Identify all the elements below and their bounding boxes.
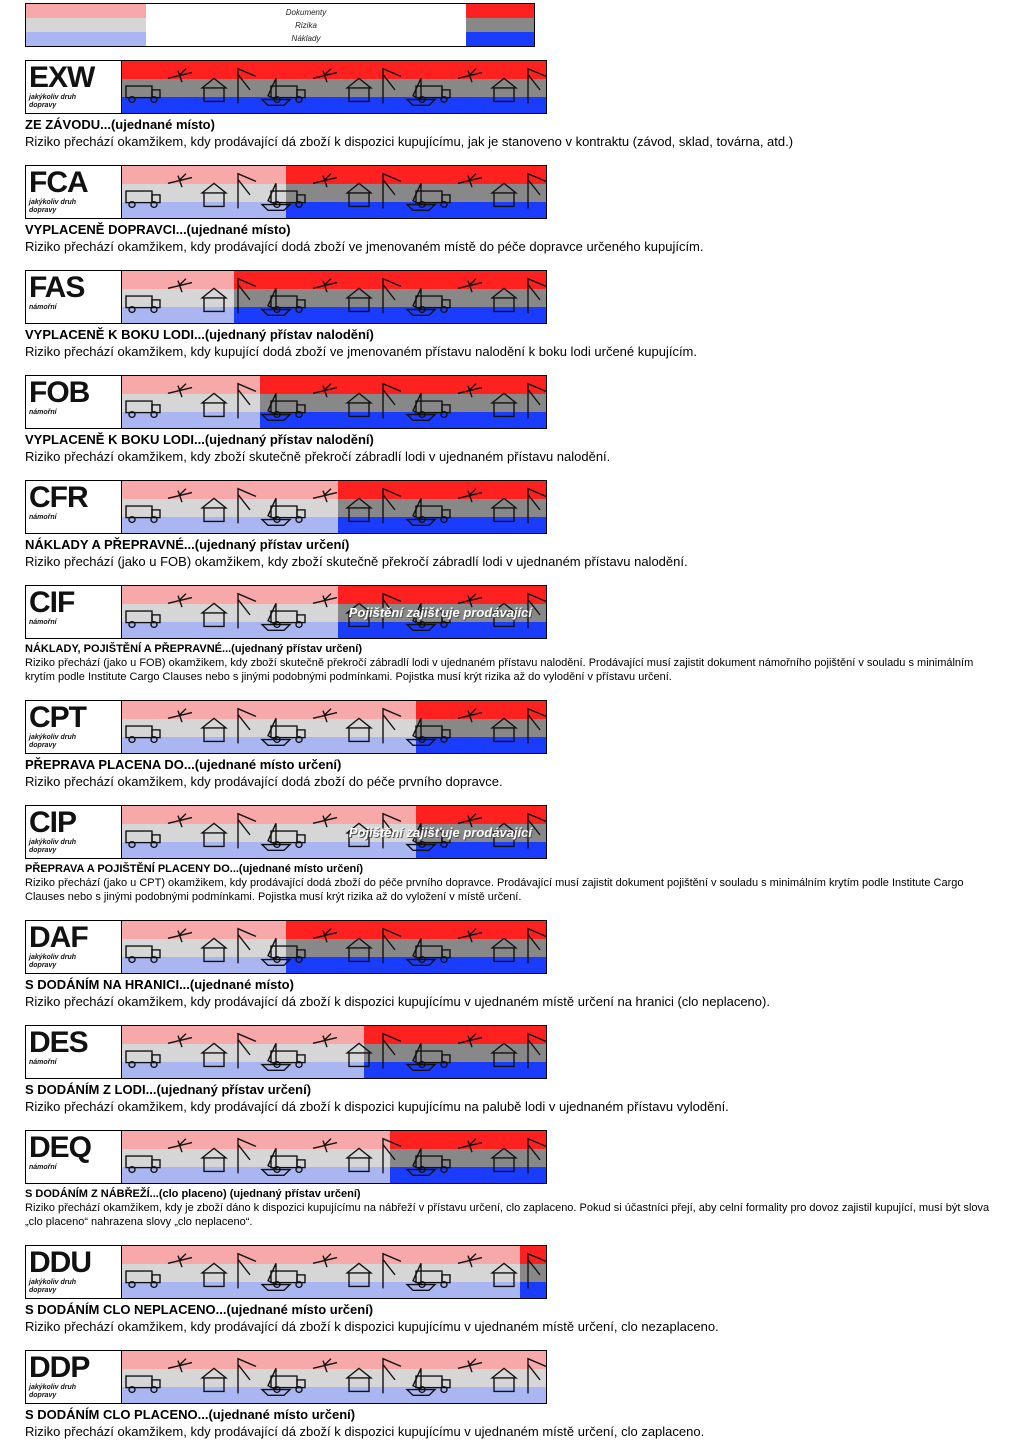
incoterm-description: Riziko přechází okamžikem, kdy prodávající dá zboží k dispozici kupujícímu v ujednaném místě určení na hranici (clo neplaceno).	[25, 994, 770, 1009]
incoterm-logo	[26, 1246, 122, 1298]
transport-mode: námořní	[29, 409, 57, 416]
incoterm-banner	[25, 1350, 547, 1404]
transport-icons	[122, 701, 547, 753]
incoterm-code: CFR	[29, 481, 88, 514]
incoterm-title: S DODÁNÍM NA HRANICI...(ujednané místo)	[25, 977, 294, 992]
transport-mode: jakýkoliv druh dopravy	[29, 839, 77, 854]
incoterm-logo	[26, 376, 122, 428]
incoterm-logo	[26, 166, 122, 218]
incoterm-logo	[26, 701, 122, 753]
incoterm-ddp	[25, 1350, 1005, 1440]
incoterm-title: S DODÁNÍM CLO PLACENO...(ujednané místo určení)	[25, 1407, 356, 1422]
incoterm-description: Riziko přechází okamžikem, kdy prodávající dá zboží k dispozici kupujícímu v ujednaném místě určení, clo zaplaceno.	[25, 1424, 705, 1439]
incoterm-logo	[26, 1026, 122, 1078]
incoterm-banner	[25, 480, 547, 534]
transport-mode: jakýkoliv druh dopravy	[29, 734, 77, 749]
incoterm-title: NÁKLADY A PŘEPRAVNÉ...(ujednaný přístav určení)	[25, 537, 350, 552]
transport-icons	[122, 481, 547, 533]
incoterm-code: CIP	[29, 806, 77, 839]
legend-risks: Rizika	[295, 20, 317, 30]
incoterm-description: Riziko přechází (jako u CPT) okamžikem, kdy prodávající dodá zboží do péče prvního dopravce. Prodávající musí zajistit dokument pojištění v souladu s minimálním krytím podle Institute Cargo Clauses nebo s jinými podobnými podmínkami. Pojistka musí krýt rizika až do vyložení v místě určení.	[25, 877, 964, 903]
incoterm-code: DDP	[29, 1351, 90, 1384]
incoterm-des	[25, 1025, 1005, 1115]
incoterm-description: Riziko přechází okamžikem, kdy prodávající dá zboží k dispozici kupujícímu v ujednaném místě určení, clo nezaplaceno.	[25, 1319, 719, 1334]
transport-mode: námořní	[29, 514, 57, 521]
incoterm-description: Riziko přechází okamžikem, kdy prodávající dá zboží k dispozici kupujícímu na palubě lodi v ujednaném přístavu vylodění.	[25, 1099, 729, 1114]
incoterm-description: Riziko přechází okamžikem, kdy zboží skutečně překročí zábradlí lodi v ujednaném přístavu nalodění.	[25, 449, 611, 464]
transport-mode: jakýkoliv druh dopravy	[29, 1279, 77, 1294]
incoterm-code: DDU	[29, 1246, 91, 1279]
incoterm-fca	[25, 165, 1005, 255]
incoterm-logo	[26, 586, 122, 638]
incoterm-description: Riziko přechází okamžikem, kdy prodávající dodá zboží ve jmenovaném místě do péče dopravce určeného kupujícím.	[25, 239, 704, 254]
transport-icons	[122, 376, 547, 428]
transport-icons	[122, 921, 547, 973]
transport-mode: jakýkoliv druh dopravy	[29, 94, 77, 109]
legend-documents: Dokumenty	[285, 7, 327, 17]
incoterm-banner	[25, 270, 547, 324]
incoterm-title: S DODÁNÍM Z NÁBŘEŽÍ...(clo placeno) (ujednaný přístav určení)	[25, 1188, 361, 1200]
incoterm-logo	[26, 1351, 122, 1403]
incoterm-banner	[25, 165, 547, 219]
incoterm-title: PŘEPRAVA A POJIŠTĚNÍ PLACENY DO...(ujednané místo určení)	[25, 863, 363, 875]
incoterm-title: VYPLACENĚ K BOKU LODI...(ujednaný přístav nalodění)	[25, 327, 374, 342]
incoterm-description: Riziko přechází okamžikem, kdy kupující dodá zboží ve jmenovaném přístavu nalodění k boku lodi určené kupujícím.	[25, 344, 698, 359]
incoterm-fob	[25, 375, 1005, 465]
transport-mode: námořní	[29, 1059, 57, 1066]
transport-mode: jakýkoliv druh dopravy	[29, 954, 77, 969]
incoterm-code: DAF	[29, 921, 88, 954]
incoterm-code: CPT	[29, 701, 86, 734]
color-legend	[25, 3, 535, 47]
transport-mode: námořní	[29, 304, 57, 311]
incoterm-code: DEQ	[29, 1131, 92, 1164]
incoterm-code: CIF	[29, 586, 75, 619]
incoterm-banner	[25, 585, 547, 639]
incoterm-cip	[25, 805, 1005, 904]
incoterm-banner	[25, 920, 547, 974]
incoterm-title: S DODÁNÍM Z LODI...(ujednaný přístav určení)	[25, 1082, 312, 1097]
transport-icons	[122, 271, 547, 323]
incoterm-banner	[25, 1025, 547, 1079]
incoterm-logo	[26, 1131, 122, 1183]
incoterm-description: Riziko přechází okamžikem, kdy je zboží dáno k dispozici kupujícímu na nábřeží v přístavu určení, clo zaplaceno. Pokud si účastníci přejí, aby celní formality pro dovoz zajistil kupující, musí být slova „clo placeno“ nahrazena slovy „clo neplaceno“.	[25, 1202, 990, 1228]
incoterm-description: Riziko přechází (jako u FOB) okamžikem, kdy zboží skutečně překročí zábradlí lodi v ujednaném přístavu nalodění.	[25, 554, 688, 569]
transport-icons	[122, 1246, 547, 1298]
transport-icons	[122, 1131, 547, 1183]
incoterm-title: PŘEPRAVA PLACENA DO...(ujednané místo určení)	[25, 757, 342, 772]
transport-icons	[122, 1351, 547, 1403]
incoterm-logo	[26, 271, 122, 323]
incoterm-cif	[25, 585, 1005, 684]
incoterm-banner	[25, 60, 547, 114]
incoterm-code: FCA	[29, 166, 88, 199]
incoterm-code: FAS	[29, 271, 85, 304]
incoterm-banner	[25, 1130, 547, 1184]
incoterm-description: Riziko přechází okamžikem, kdy prodávající dá zboží k dispozici kupujícímu, jak je stanoveno v kontraktu (závod, sklad, továrna, atd.)	[25, 134, 794, 149]
incoterm-title: VYPLACENĚ K BOKU LODI...(ujednaný přístav nalodění)	[25, 432, 374, 447]
transport-icons	[122, 166, 547, 218]
incoterm-description: Riziko přechází okamžikem, kdy prodávající dodá zboží do péče prvního dopravce.	[25, 774, 503, 789]
incoterm-cpt	[25, 700, 1005, 790]
incoterm-banner	[25, 805, 547, 859]
transport-mode: námořní	[29, 1164, 57, 1171]
incoterm-code: EXW	[29, 61, 95, 94]
incoterm-cfr	[25, 480, 1005, 570]
legend-labels	[146, 4, 466, 46]
incoterm-title: S DODÁNÍM CLO NEPLACENO...(ujednané místo určení)	[25, 1302, 374, 1317]
transport-icons	[122, 61, 547, 113]
incoterm-banner	[25, 375, 547, 429]
incoterm-code: FOB	[29, 376, 90, 409]
transport-mode: námořní	[29, 619, 57, 626]
incoterm-title: NÁKLADY, POJIŠTĚNÍ A PŘEPRAVNÉ...(ujednaný přístav určení)	[25, 643, 362, 655]
incoterm-title: ZE ZÁVODU...(ujednané místo)	[25, 117, 215, 132]
incoterm-deq	[25, 1130, 1005, 1229]
insurance-note: Pojištění zajišťuje prodávající	[348, 825, 532, 840]
incoterm-logo	[26, 481, 122, 533]
incoterm-logo	[26, 806, 122, 858]
incoterm-title: VYPLACENĚ DOPRAVCI...(ujednané místo)	[25, 222, 291, 237]
incoterm-code: DES	[29, 1026, 88, 1059]
legend-costs: Náklady	[291, 33, 321, 43]
incoterm-banner	[25, 1245, 547, 1299]
incoterm-description: Riziko přechází (jako u FOB) okamžikem, kdy zboží skutečně překročí zábradlí lodi v ujednaném přístavu nalodění. Prodávající musí zajistit dokument námořního pojištění v souladu s minimálním krytím podle Institute Cargo Clauses nebo s jinými podobnými podmínkami. Pojistka musí krýt rizika až do vylodění v přístavu určení.	[25, 657, 974, 683]
transport-mode: jakýkoliv druh dopravy	[29, 199, 77, 214]
incoterm-fas	[25, 270, 1005, 360]
transport-icons	[122, 1026, 547, 1078]
incoterm-exw	[25, 60, 1005, 150]
incoterm-logo	[26, 61, 122, 113]
insurance-note: Pojištění zajišťuje prodávající	[348, 605, 532, 620]
incoterm-logo	[26, 921, 122, 973]
incoterm-daf	[25, 920, 1005, 1010]
incoterm-ddu	[25, 1245, 1005, 1335]
incoterm-banner	[25, 700, 547, 754]
transport-mode: jakýkoliv druh dopravy	[29, 1384, 77, 1399]
